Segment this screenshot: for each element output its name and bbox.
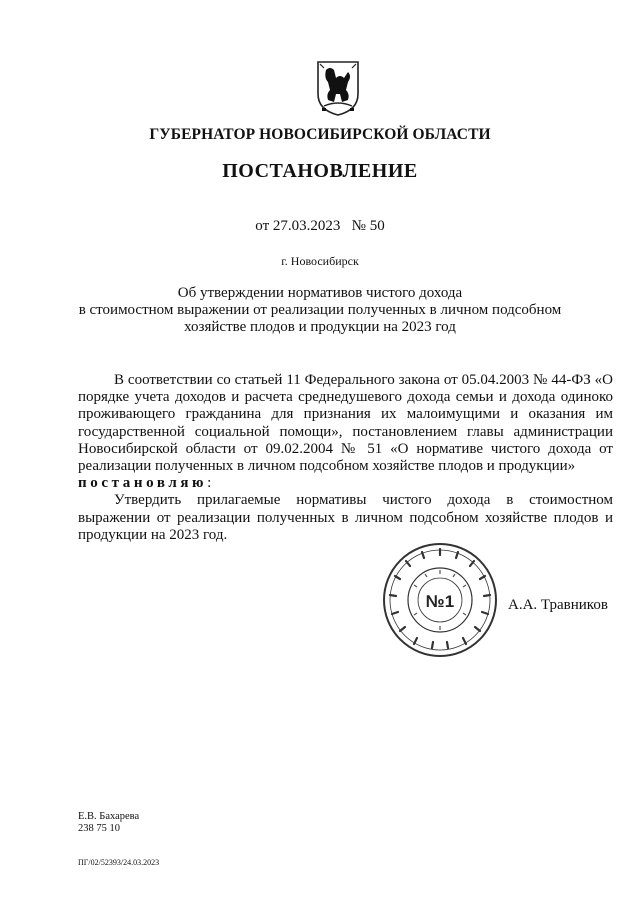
issuer-title: ГУБЕРНАТОР НОВОСИБИРСКОЙ ОБЛАСТИ [149, 126, 491, 143]
document-title [0, 285, 640, 336]
signer-name: А.А. Травников [508, 597, 608, 613]
decree-word: постановляю [78, 475, 208, 492]
executor-info [78, 811, 139, 835]
number-prefix: № [351, 218, 366, 234]
registration-code: ПГ/02/52393/24.03.2023 [78, 858, 160, 867]
document-type: ПОСТАНОВЛЕНИЕ [222, 160, 418, 182]
document-number: 50 [369, 218, 385, 234]
official-seal [380, 540, 500, 660]
decree-colon: : [207, 475, 212, 492]
coat-of-arms-icon [314, 60, 362, 116]
title-line: хозяйстве плодов и продукции на 2023 год [184, 319, 456, 335]
executor-phone: 238 75 10 [78, 823, 120, 834]
city: г. Новосибирск [281, 254, 359, 268]
executor-name: Е.В. Бахарева [78, 811, 140, 822]
title-line: в стоимостном выражении от реализации полученных в личном подсобном [78, 302, 562, 318]
date-number-line [0, 218, 640, 235]
date-prefix: от [255, 218, 270, 234]
seal-number: №1 [425, 592, 455, 611]
preamble-paragraph [78, 372, 613, 492]
document-body [78, 372, 613, 544]
document-date: 27.03.2023 [272, 218, 341, 234]
title-line: Об утверждении нормативов чистого дохода [177, 285, 463, 301]
preamble-text: В соответствии со статьей 11 Федерального закона от 05.04.2003 № 44-ФЗ «О порядке учета доходов и расчета среднедушевого дохода семьи и дохода одиноко проживающего гражданина для признания их малоимущими и оказания им государственной социальной помощи», постановлением главы администрации Новосибирской области от 09.02.2004 № 51 «О нормативе чистого дохода от реализации полученных в личном подсобном хозяйстве плодов и продукции» [78, 372, 613, 475]
operative-paragraph: Утвердить прилагаемые нормативы чистого дохода в стоимостном выражении от реализации полученных в личном подсобном хозяйстве плодов и продукции на 2023 год. [78, 492, 613, 543]
